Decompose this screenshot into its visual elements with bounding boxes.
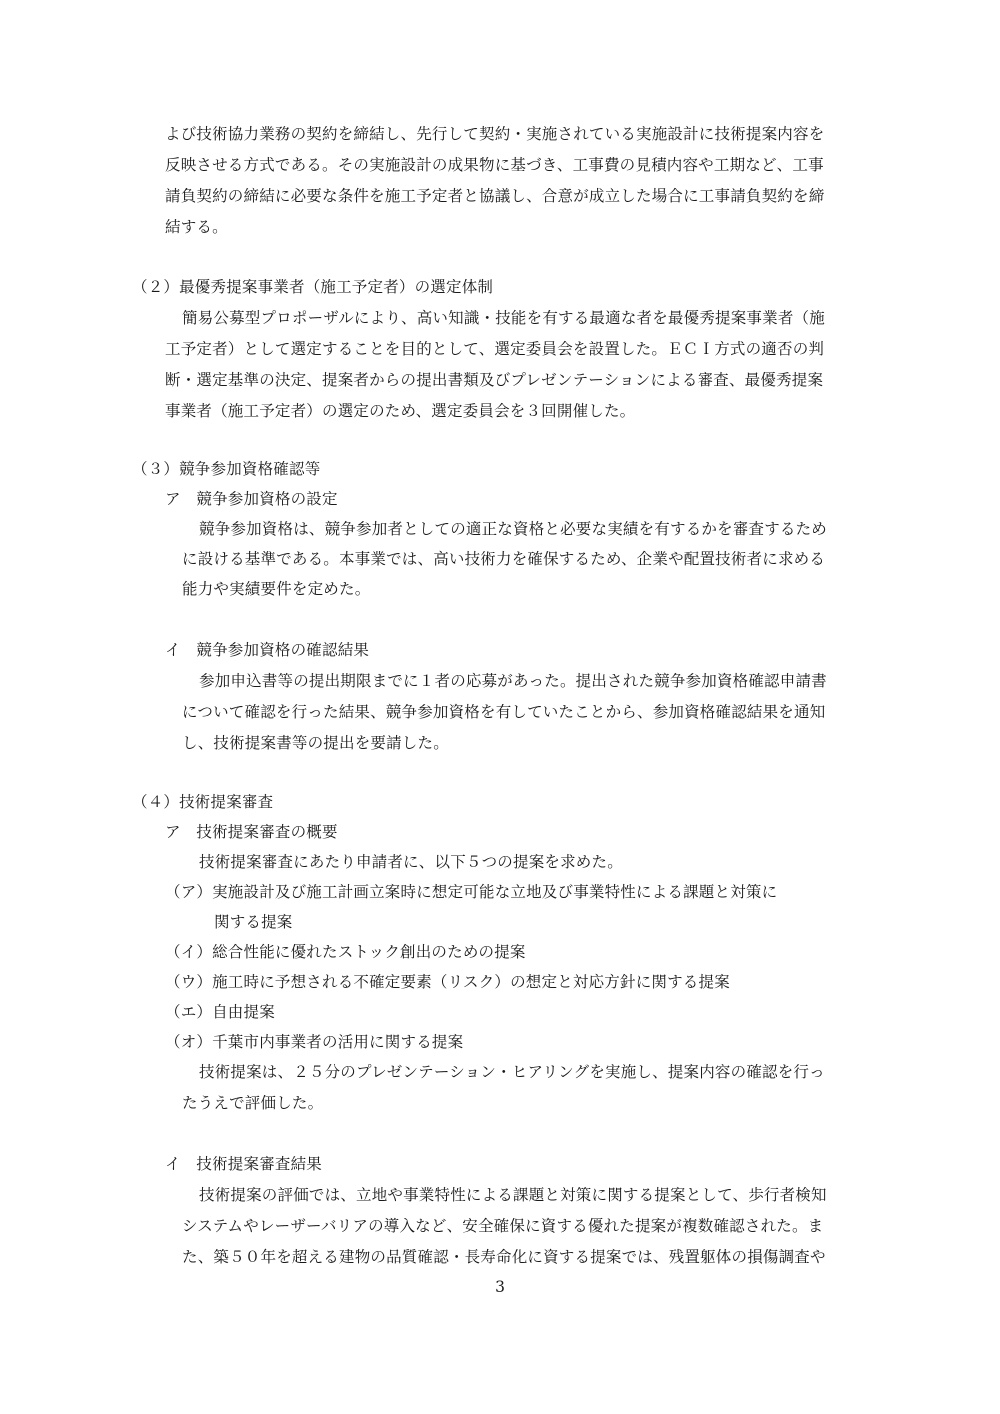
proposal-item-a: （ア）実施設計及び施工計画立案時に想定可能な立地及び事業特性による課題と対策に [165, 883, 778, 901]
section-4-heading: （４）技術提案審査 [132, 793, 274, 811]
section-3-heading: （３）競争参加資格確認等 [132, 460, 321, 478]
section-3i-line-3: し、技術提案書等の提出を要請した。 [182, 734, 449, 752]
section-3a-line-2: に設ける基準である。本事業では、高い技術力を確保するため、企業や配置技術者に求める [182, 550, 826, 568]
section-4i-line-1: 技術提案の評価では、立地や事業特性による課題と対策に関する提案として、歩行者検知 [199, 1186, 827, 1204]
proposal-item-a-cont: 関する提案 [214, 913, 293, 931]
section-4i-line-2: システムやレーザーバリアの導入など、安全確保に資する優れた提案が複数確認された。ま [182, 1217, 824, 1235]
section-4a-line-2: たうえで評価した。 [182, 1094, 324, 1112]
section-4a-line-1: 技術提案は、２５分のプレゼンテーション・ヒアリングを実施し、提案内容の確認を行っ [199, 1063, 825, 1081]
intro-line-1: よび技術協力業務の契約を締結し、先行して契約・実施されている実施設計に技術提案内容を [165, 125, 825, 143]
section-4i-line-3: た、築５０年を超える建物の品質確認・長寿命化に資する提案では、残置躯体の損傷調査や [182, 1248, 826, 1266]
intro-line-4: 結する。 [165, 218, 228, 236]
proposal-item-u: （ウ）施工時に予想される不確定要素（リスク）の想定と対応方針に関する提案 [165, 973, 730, 991]
section-2-line-3: 断・選定基準の決定、提案者からの提出書類及びプレゼンテーションによる審査、最優秀提案 [165, 371, 824, 389]
section-2-line-2: 工予定者）として選定することを目的として、選定委員会を設置した。ＥＣＩ方式の適否の判 [165, 340, 825, 358]
proposal-item-e: （エ）自由提案 [165, 1003, 275, 1021]
intro-line-3: 請負契約の締結に必要な条件を施工予定者と協議し、合意が成立した場合に工事請負契約を締 [165, 187, 825, 205]
section-2-line-4: 事業者（施工予定者）の選定のため、選定委員会を３回開催した。 [165, 402, 636, 420]
section-4a-intro: 技術提案審査にあたり申請者に、以下５つの提案を求めた。 [199, 853, 623, 871]
section-3i-line-2: について確認を行った結果、競争参加資格を有していたことから、参加資格確認結果を通知 [182, 703, 826, 721]
section-3a-line-3: 能力や実績要件を定めた。 [182, 580, 371, 598]
proposal-item-i: （イ）総合性能に優れたストック創出のための提案 [165, 943, 526, 961]
section-4i-heading: イ 技術提案審査結果 [165, 1155, 323, 1173]
page-number: 3 [495, 1278, 505, 1296]
proposal-item-o: （オ）千葉市内事業者の活用に関する提案 [165, 1033, 464, 1051]
section-3a-line-1: 競争参加資格は、競争参加者としての適正な資格と必要な実績を有するかを審査するため [199, 520, 828, 538]
section-4a-heading: ア 技術提案審査の概要 [165, 823, 338, 841]
section-3i-heading: イ 競争参加資格の確認結果 [165, 641, 370, 659]
intro-line-2: 反映させる方式である。その実施設計の成果物に基づき、工事費の見積内容や工期など、工事 [165, 156, 824, 174]
section-3a-heading: ア 競争参加資格の設定 [165, 490, 338, 508]
section-3i-line-1: 参加申込書等の提出期限までに１者の応募があった。提出された競争参加資格確認申請書 [199, 672, 827, 690]
section-2-heading: （２）最優秀提案事業者（施工予定者）の選定体制 [132, 278, 494, 296]
section-2-line-1: 簡易公募型プロポーザルにより、高い知識・技能を有する最適な者を最優秀提案事業者（施 [182, 309, 825, 327]
